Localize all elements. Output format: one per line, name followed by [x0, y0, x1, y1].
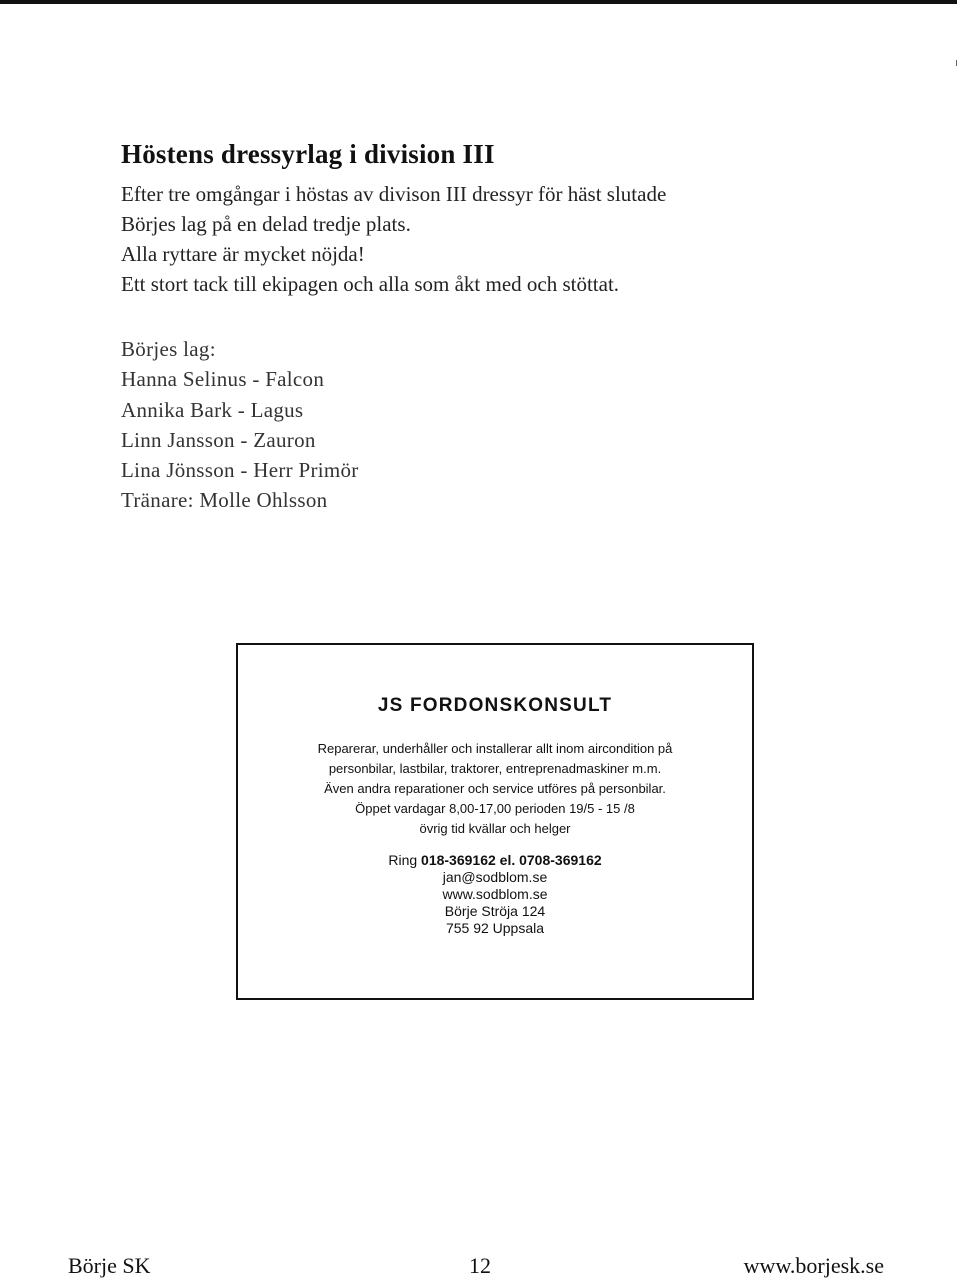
ad-description — [238, 739, 752, 839]
ad-website: www.sodblom.se — [442, 886, 548, 902]
page-footer — [0, 1250, 960, 1282]
ad-description-line: Öppet vardagar 8,00-17,00 perioden 19/5 - 15 /8 — [355, 801, 635, 816]
ad-phone-prefix: Ring — [388, 852, 422, 868]
advertisement-box — [236, 643, 754, 1000]
article-intro — [121, 179, 901, 299]
ad-description-line: Även andra reparationer och service utföres på personbilar. — [324, 781, 666, 796]
intro-line: Efter tre omgångar i höstas av divison III dressyr för häst slutade — [121, 182, 667, 206]
team-coach: Tränare: Molle Ohlsson — [121, 488, 328, 513]
edge-mark — [956, 60, 957, 66]
team-member: Annika Bark - Lagus — [121, 397, 304, 422]
team-member: Hanna Selinus - Falcon — [121, 367, 325, 392]
ad-phone-numbers: 018-369162 el. 0708-369162 — [421, 852, 602, 868]
team-member: Linn Jansson - Zauron — [121, 427, 316, 452]
ad-postal: 755 92 Uppsala — [445, 920, 545, 936]
footer-club-name: Börje SK — [68, 1253, 151, 1278]
ad-street: Börje Ströja 124 — [444, 903, 546, 919]
footer-page-number: 12 — [469, 1253, 491, 1278]
ad-description-line: personbilar, lastbilar, traktorer, entreprenadmaskiner m.m. — [328, 761, 662, 776]
ad-email: jan@sodblom.se — [442, 869, 548, 885]
ad-phone — [238, 852, 752, 869]
team-member: Lina Jönsson - Herr Primör — [121, 458, 359, 483]
intro-line: Alla ryttare är mycket nöjda! — [121, 242, 365, 266]
intro-line: Ett stort tack till ekipagen och alla som åkt med och stöttat. — [121, 272, 620, 296]
article — [121, 138, 901, 516]
ad-description-line: Reparerar, underhåller och installerar allt inom aircondition på — [317, 741, 673, 756]
top-rule — [0, 0, 957, 4]
article-title: Höstens dressyrlag i division III — [121, 139, 495, 169]
ad-company-name: JS FORDONSKONSULT — [377, 695, 613, 716]
team-heading: Börjes lag: — [121, 337, 216, 361]
team-list — [121, 334, 901, 516]
intro-line: Börjes lag på en delad tredje plats. — [121, 212, 411, 236]
ad-description-line: övrig tid kvällar och helger — [419, 821, 571, 836]
footer-website: www.borjesk.se — [743, 1253, 884, 1278]
ad-contact — [238, 852, 752, 937]
